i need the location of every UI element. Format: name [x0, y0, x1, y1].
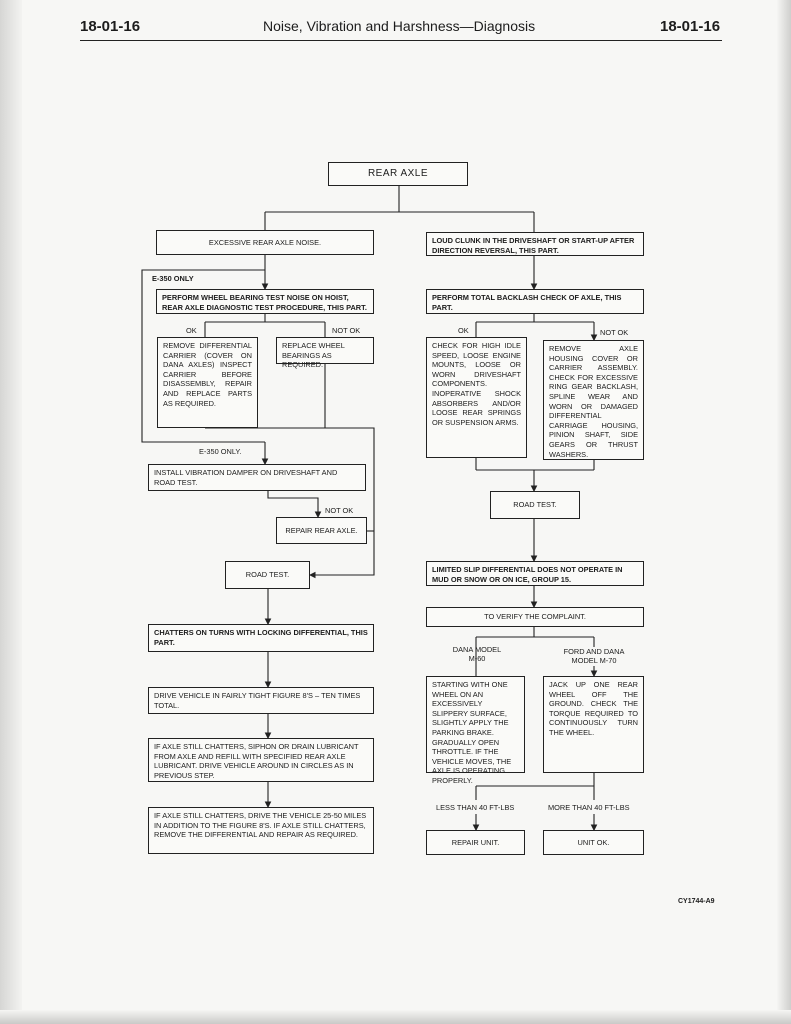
- vibration-damper-box: INSTALL VIBRATION DAMPER ON DRIVESHAFT AND ROAD TEST.: [148, 464, 366, 491]
- repair-unit-box: REPAIR UNIT.: [426, 830, 525, 855]
- page-title: Noise, Vibration and Harshness—Diagnosis: [263, 18, 536, 34]
- road-test-right-box: ROAD TEST.: [490, 491, 580, 519]
- e350-only-label-b: E-350 ONLY.: [199, 447, 242, 456]
- verify-complaint-box: TO VERIFY THE COMPLAINT.: [426, 607, 644, 627]
- jack-up-wheel-box: JACK UP ONE REAR WHEEL OFF THE GROUND. CHECK THE TORQUE REQUIRED TO CONTINUOUSLY TURN THE WHEEL.: [543, 676, 644, 773]
- less-than-40-label: LESS THAN 40 FT-LBS: [436, 803, 515, 812]
- drive-25-50-miles-box: IF AXLE STILL CHATTERS, DRIVE THE VEHICLE 25-50 MILES IN ADDITION TO THE FIGURE 8'S. IF AXLE STILL CHATTERS, REMOVE THE DIFFERENTIAL AND REPAIR AS REQUIRED.: [148, 807, 374, 854]
- e350-only-label-a: E-350 ONLY: [152, 274, 194, 283]
- remove-housing-box: REMOVE AXLE HOUSING COVER OR CARRIER ASSEMBLY. CHECK FOR EXCESSIVE RING GEAR BACKLASH, SPLINE WEAR AND WORN OR DAMAGED DIFFERENTIAL CARRIAGE HOUSING, PINION SHAFT, SIDE GEARS OR THRUST WASHERS.: [543, 340, 644, 460]
- ok-label-left: OK: [186, 326, 197, 335]
- figure-eight-box: DRIVE VEHICLE IN FAIRLY TIGHT FIGURE 8'S – TEN TIMES TOTAL.: [148, 687, 374, 714]
- backlash-check-box: PERFORM TOTAL BACKLASH CHECK OF AXLE, THIS PART.: [426, 289, 644, 314]
- ford-dana-m70-label: FORD AND DANA MODEL M-70: [563, 647, 625, 665]
- page-number-right: 18-01-16: [660, 18, 721, 35]
- unit-ok-box: UNIT OK.: [543, 830, 644, 855]
- remove-carrier-box: REMOVE DIFFERENTIAL CARRIER (COVER ON DANA AXLES) INSPECT CARRIER BEFORE DISASSEMBLY, REPAIR AND REPLACE PARTS AS REQUIRED.: [157, 337, 258, 428]
- replace-bearings-box: REPLACE WHEEL BEARINGS AS REQUIRED.: [276, 337, 374, 364]
- page-number-left: 18-01-16: [80, 18, 141, 35]
- road-test-left-box: ROAD TEST.: [225, 561, 310, 589]
- wheel-bearing-test-box: PERFORM WHEEL BEARING TEST NOISE ON HOIST, REAR AXLE DIAGNOSTIC TEST PROCEDURE, THIS PART.: [156, 289, 374, 314]
- repair-rear-axle-box: REPAIR REAR AXLE.: [276, 517, 367, 544]
- chatters-on-turns-box: CHATTERS ON TURNS WITH LOCKING DIFFERENTIAL, THIS PART.: [148, 624, 374, 652]
- excessive-noise-box: EXCESSIVE REAR AXLE NOISE.: [156, 230, 374, 255]
- siphon-lubricant-box: IF AXLE STILL CHATTERS, SIPHON OR DRAIN LUBRICANT FROM AXLE AND REFILL WITH SPECIFIED REAR AXLE LUBRICANT. DRIVE VEHICLE AROUND IN CIRCLES AS IN PREVIOUS STEP.: [148, 738, 374, 782]
- limited-slip-box: LIMITED SLIP DIFFERENTIAL DOES NOT OPERATE IN MUD OR SNOW OR ON ICE, GROUP 15.: [426, 561, 644, 586]
- rear-axle-root-box: REAR AXLE: [328, 162, 468, 186]
- not-ok-label-right: NOT OK: [600, 328, 629, 337]
- loud-clunk-box: LOUD CLUNK IN THE DRIVESHAFT OR START-UP AFTER DIRECTION REVERSAL, THIS PART.: [426, 232, 644, 256]
- starting-one-wheel-box: STARTING WITH ONE WHEEL ON AN EXCESSIVELY SLIPPERY SURFACE, SLIGHTLY APPLY THE PARKING BRAKE. GRADUALLY OPEN THROTTLE. IF THE VEHICLE MOVES, THE AXLE IS OPERATING PROPERLY.: [426, 676, 525, 773]
- check-idle-speed-box: CHECK FOR HIGH IDLE SPEED, LOOSE ENGINE MOUNTS, LOOSE OR WORN DRIVESHAFT COMPONENTS. INOPERATIVE SHOCK ABSORBERS AND/OR LOOSE REAR SPRINGS OR SUSPENSION ARMS.: [426, 337, 527, 458]
- dana-m60-label: DANA MODEL M-60: [452, 645, 502, 663]
- not-ok-label-damper: NOT OK: [325, 506, 354, 515]
- more-than-40-label: MORE THAN 40 FT-LBS: [548, 803, 630, 812]
- not-ok-label-left: NOT OK: [332, 326, 361, 335]
- figure-code: CY1744-A9: [678, 898, 715, 905]
- ok-label-right: OK: [458, 326, 469, 335]
